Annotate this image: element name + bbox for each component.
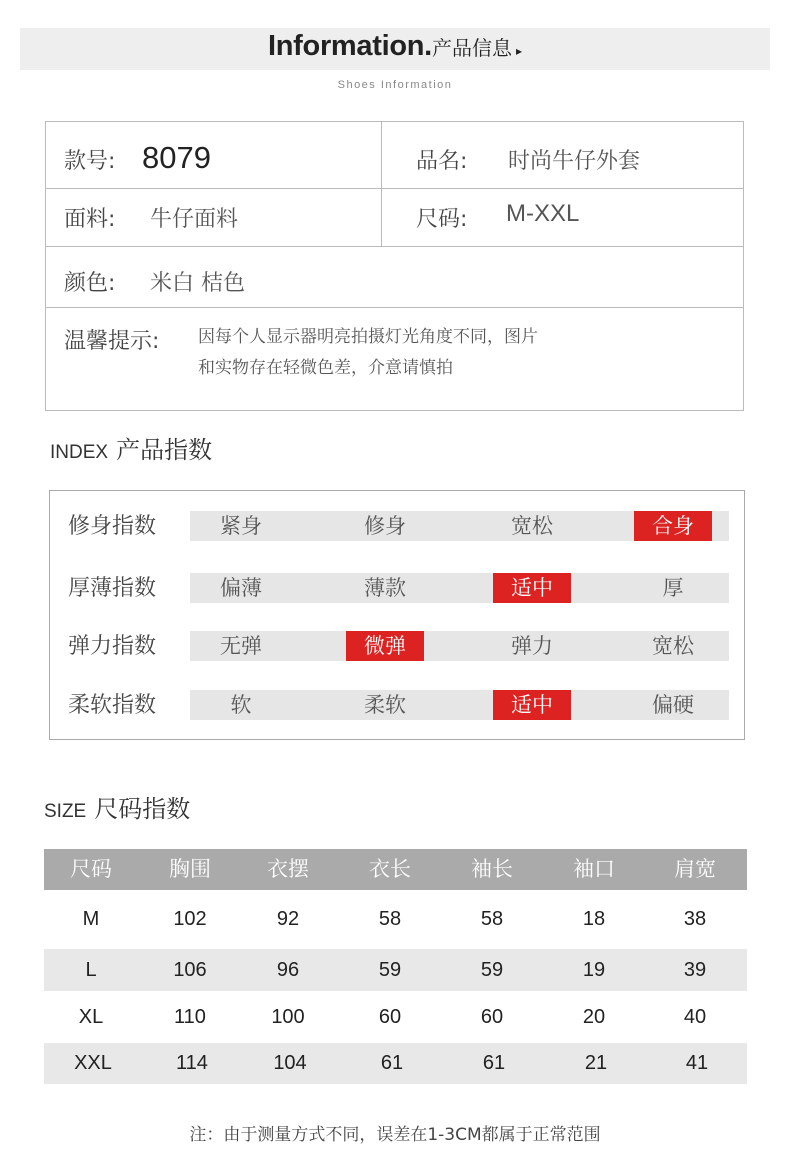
fabric-value: 牛仔面料 — [150, 207, 239, 232]
measurement-cell: 104 — [273, 1052, 307, 1074]
size-name-cell: XL — [78, 1006, 104, 1028]
measurement-cell: 110 — [174, 1006, 206, 1028]
product-name-label: 品名: — [416, 149, 468, 174]
table-row — [44, 890, 747, 949]
index-option-selected: 合身 — [634, 511, 712, 541]
index-option-selected: 适中 — [493, 573, 571, 603]
divider — [46, 188, 743, 189]
column-header: 肩宽 — [674, 857, 716, 881]
measurement-cell: 59 — [480, 959, 504, 981]
page-subtitle: Shoes Information — [337, 79, 453, 91]
play-arrow-icon: ▸ — [515, 44, 522, 58]
measurement-cell: 40 — [683, 1006, 707, 1028]
tip-line: 和实物存在轻微色差，介意请慎拍 — [198, 358, 453, 378]
column-header: 衣摆 — [267, 857, 309, 881]
index-option: 修身 — [364, 514, 406, 538]
index-option: 宽松 — [652, 634, 694, 658]
size-section-heading — [44, 789, 190, 824]
size-heading-en: SIZE — [44, 801, 87, 822]
fabric-label: 面料: — [64, 207, 116, 232]
divider — [381, 122, 382, 247]
measurement-cell: 18 — [582, 908, 606, 930]
measurement-cell: 39 — [683, 959, 707, 981]
color-value: 米白 桔色 — [150, 271, 245, 296]
divider — [46, 307, 743, 308]
index-row-label: 柔软指数 — [68, 693, 157, 718]
color-label: 颜色: — [64, 271, 116, 296]
title-english: Information. — [268, 30, 432, 62]
size-range-label: 尺码: — [416, 207, 468, 232]
model-value: 8079 — [142, 140, 211, 175]
measurement-cell: 102 — [173, 908, 207, 930]
column-header: 衣长 — [369, 857, 411, 881]
measurement-cell: 92 — [276, 908, 300, 930]
column-header: 袖长 — [471, 857, 513, 881]
measurement-cell: 58 — [480, 908, 504, 930]
size-range-value: M-XXL — [506, 200, 580, 227]
index-scale-bar — [190, 631, 729, 661]
index-option: 柔软 — [364, 693, 406, 717]
size-table-header — [44, 849, 747, 890]
size-name-cell: M — [82, 908, 100, 930]
measurement-cell: 106 — [173, 959, 207, 981]
index-scale-bar — [190, 690, 729, 720]
measurement-cell: 19 — [582, 959, 606, 981]
index-option: 软 — [230, 693, 252, 717]
measurement-cell: 21 — [584, 1052, 608, 1074]
measurement-note: 注：由于测量方式不同，误差在1-3CM都属于正常范围 — [189, 1125, 601, 1145]
index-option: 偏硬 — [652, 693, 694, 717]
index-heading-en: INDEX — [50, 442, 109, 463]
product-info-table — [45, 121, 744, 411]
table-row — [44, 991, 747, 1043]
index-row-label: 厚薄指数 — [68, 576, 157, 601]
index-option-selected: 适中 — [493, 690, 571, 720]
index-row-label: 弹力指数 — [68, 634, 157, 659]
title-chinese: 产品信息 — [431, 36, 512, 60]
index-option: 厚 — [662, 576, 684, 600]
tip-label: 温馨提示: — [64, 329, 160, 354]
index-section-heading — [50, 430, 212, 465]
model-label: 款号: — [64, 149, 116, 174]
index-scale-bar — [190, 511, 729, 541]
size-name-cell: XXL — [74, 1052, 112, 1074]
measurement-cell: 58 — [378, 908, 402, 930]
index-option-selected: 微弹 — [346, 631, 424, 661]
measurement-cell: 61 — [482, 1052, 506, 1074]
index-option: 无弹 — [220, 634, 262, 658]
index-option: 紧身 — [220, 514, 262, 538]
column-header: 袖口 — [573, 857, 615, 881]
index-option: 偏薄 — [220, 576, 262, 600]
measurement-cell: 20 — [582, 1006, 606, 1028]
measurement-cell: 96 — [276, 959, 300, 981]
measurement-cell: 59 — [378, 959, 402, 981]
index-heading-cn: 产品指数 — [116, 436, 213, 464]
table-row — [44, 1043, 747, 1084]
index-option: 弹力 — [511, 634, 553, 658]
measurement-cell: 60 — [378, 1006, 402, 1028]
page-title — [0, 30, 790, 63]
index-option: 宽松 — [511, 514, 553, 538]
tip-line: 因每个人显示器明亮拍摄灯光角度不同，图片 — [198, 327, 538, 347]
size-chart-table — [44, 849, 747, 1084]
divider — [46, 246, 743, 247]
tip-text — [198, 322, 628, 384]
table-row — [44, 949, 747, 991]
product-index-panel — [49, 490, 745, 740]
size-name-cell: L — [85, 959, 97, 981]
index-option: 薄款 — [364, 576, 406, 600]
column-header: 尺码 — [70, 857, 112, 881]
measurement-cell: 60 — [480, 1006, 504, 1028]
size-heading-cn: 尺码指数 — [94, 795, 191, 823]
measurement-cell: 61 — [380, 1052, 404, 1074]
measurement-cell: 100 — [271, 1006, 305, 1028]
column-header: 胸围 — [169, 857, 211, 881]
measurement-cell: 114 — [176, 1052, 208, 1074]
index-scale-bar — [190, 573, 729, 603]
index-row-label: 修身指数 — [68, 514, 157, 539]
measurement-cell: 38 — [683, 908, 707, 930]
measurement-cell: 41 — [685, 1052, 709, 1074]
product-name-value: 时尚牛仔外套 — [508, 149, 641, 174]
